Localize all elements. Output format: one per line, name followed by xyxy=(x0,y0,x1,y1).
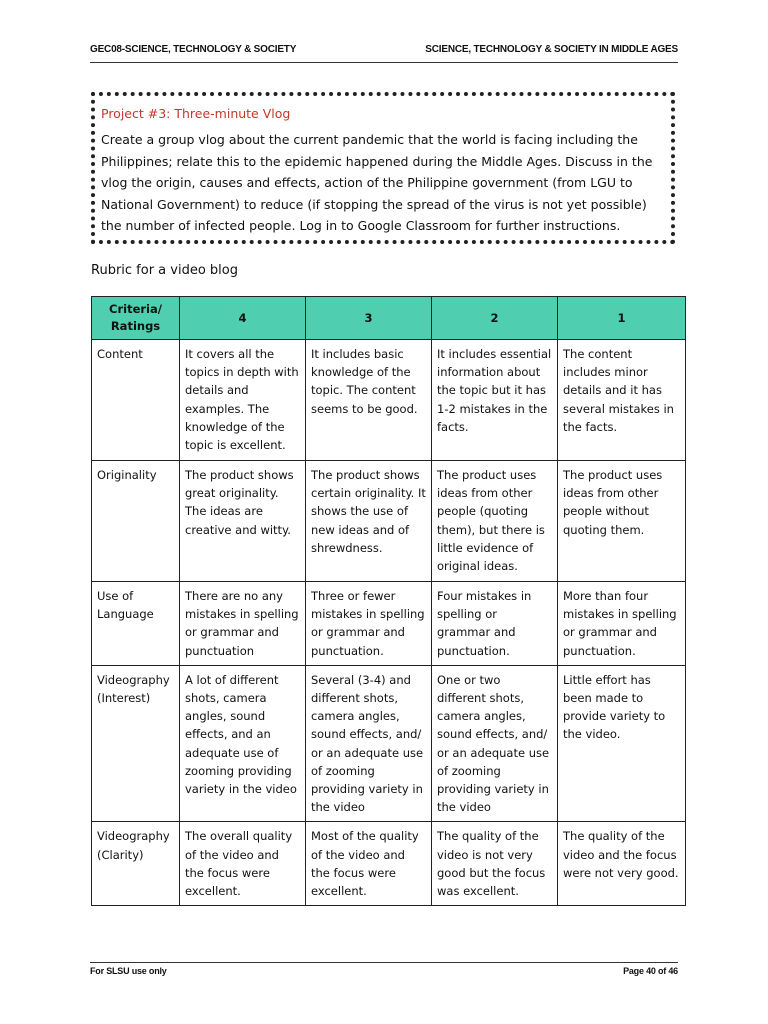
table-cell: The quality of the video is not very good but the focus was excellent. xyxy=(432,822,558,906)
table-cell: Four mistakes in spelling or grammar and punctuation. xyxy=(432,582,558,666)
table-cell: It includes basic knowledge of the topic. The content seems to be good. xyxy=(306,340,432,461)
page-header xyxy=(90,44,678,55)
page-footer xyxy=(90,966,678,976)
header-right-title: SCIENCE, TECHNOLOGY & SOCIETY IN MIDDLE AGES xyxy=(425,44,678,55)
header-criteria: Criteria/ Ratings xyxy=(92,297,180,340)
table-row xyxy=(92,461,686,582)
table-cell: The content includes minor details and it has several mistakes in the facts. xyxy=(558,340,686,461)
table-cell: The overall quality of the video and the focus were excellent. xyxy=(180,822,306,906)
table-cell: It includes essential information about the topic but it has 1-2 mistakes in the facts. xyxy=(432,340,558,461)
table-cell: It covers all the topics in depth with details and examples. The knowledge of the topic is excellent. xyxy=(180,340,306,461)
footer-divider xyxy=(90,962,678,963)
table-row xyxy=(92,582,686,666)
header-rating-3: 3 xyxy=(306,297,432,340)
header-divider xyxy=(90,62,678,63)
table-cell: A lot of different shots, camera angles, sound effects, and an adequate use of zooming providing variety in the video xyxy=(180,665,306,822)
header-rating-1: 1 xyxy=(558,297,686,340)
criteria-use-of-language: Use of Language xyxy=(92,582,180,666)
project-box xyxy=(91,92,675,244)
criteria-videography-interest: Videography (Interest) xyxy=(92,665,180,822)
table-row xyxy=(92,822,686,906)
table-cell: One or two different shots, camera angles, sound effects, and/ or an adequate use of zooming providing variety in the video xyxy=(432,665,558,822)
header-left-title: GEC08-SCIENCE, TECHNOLOGY & SOCIETY xyxy=(90,44,297,55)
table-cell: The product uses ideas from other people (quoting them), but there is little evidence of original ideas. xyxy=(432,461,558,582)
criteria-videography-clarity: Videography (Clarity) xyxy=(92,822,180,906)
table-cell: Three or fewer mistakes in spelling or grammar and punctuation. xyxy=(306,582,432,666)
footer-left: For SLSU use only xyxy=(90,966,167,976)
table-cell: The product shows certain originality. It shows the use of new ideas and of shrewdness. xyxy=(306,461,432,582)
rubric-caption: Rubric for a video blog xyxy=(91,263,238,278)
table-cell: Most of the quality of the video and the focus were excellent. xyxy=(306,822,432,906)
project-title: Project #3: Three-minute Vlog xyxy=(101,106,291,121)
table-cell: The product uses ideas from other people without quoting them. xyxy=(558,461,686,582)
table-row xyxy=(92,340,686,461)
rubric-table xyxy=(91,296,686,906)
page-number: Page 40 of 46 xyxy=(623,966,678,976)
header-rating-4: 4 xyxy=(180,297,306,340)
header-rating-2: 2 xyxy=(432,297,558,340)
table-row xyxy=(92,665,686,822)
criteria-originality: Originality xyxy=(92,461,180,582)
table-cell: The quality of the video and the focus were not very good. xyxy=(558,822,686,906)
table-cell: The product shows great originality. The ideas are creative and witty. xyxy=(180,461,306,582)
rubric-header-row xyxy=(92,297,686,340)
project-description: Create a group vlog about the current pandemic that the world is facing including the Philippines; relate this to the epidemic happened during the Middle Ages. Discuss in the vlog the origin, causes and effects, action of the Philippine government (from LGU to National Government) to reduce (if stopping the spread of the virus is not yet possible) the number of infected people. Log in to Google Classroom for further instructions. xyxy=(101,132,653,233)
table-cell: More than four mistakes in spelling or grammar and punctuation. xyxy=(558,582,686,666)
criteria-content: Content xyxy=(92,340,180,461)
table-cell: Little effort has been made to provide variety to the video. xyxy=(558,665,686,822)
table-cell: There are no any mistakes in spelling or grammar and punctuation xyxy=(180,582,306,666)
table-cell: Several (3-4) and different shots, camera angles, sound effects, and/ or an adequate use of zooming providing variety in the video xyxy=(306,665,432,822)
